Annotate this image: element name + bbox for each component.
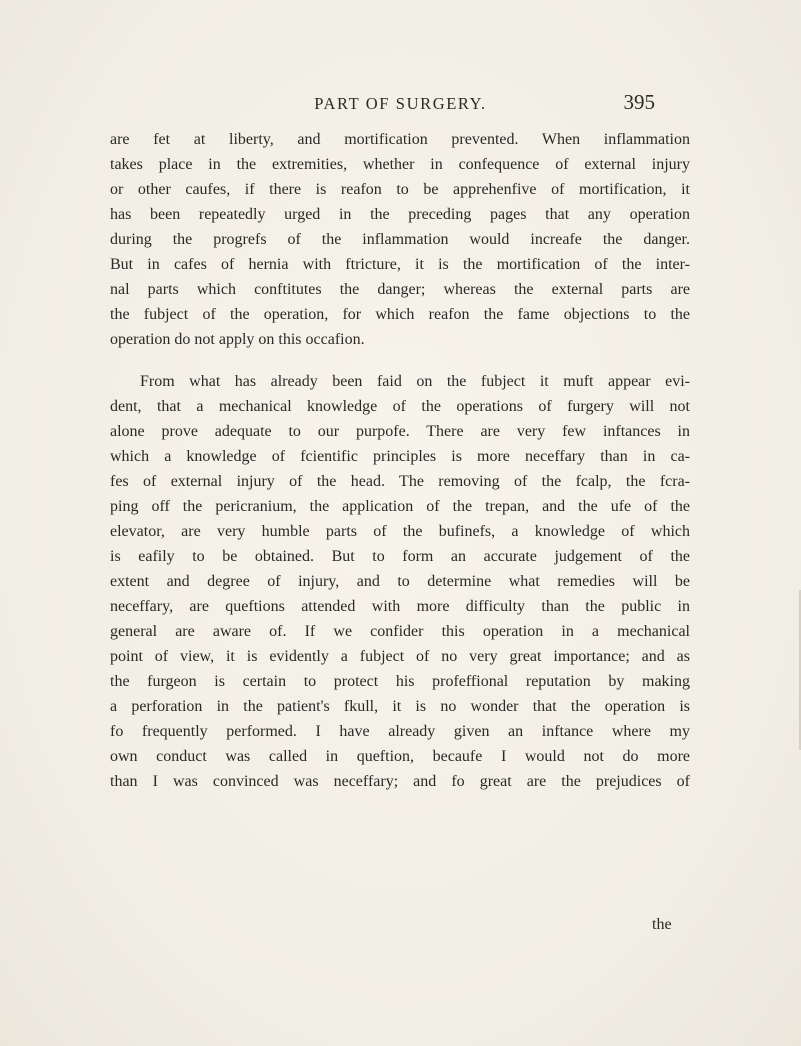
text-line: are fet at liberty, and mortification prevented. When inflammation	[110, 131, 690, 148]
text-line: elevator, are very humble parts of the bufinefs, a knowledge of which	[110, 523, 690, 540]
text-line: operation do not apply on this occafion.	[110, 331, 365, 348]
text-line: general are aware of. If we confider this operation in a mechanical	[110, 623, 690, 640]
page-header	[0, 92, 801, 122]
text-line: the fubject of the operation, for which reafon the fame objections to the	[110, 306, 690, 323]
paragraph-2	[110, 369, 690, 794]
text-line: has been repeatedly urged in the preceding pages that any operation	[110, 206, 690, 223]
text-line: ping off the pericranium, the application of the trepan, and the ufe of the	[110, 498, 690, 515]
text-line: the furgeon is certain to protect his profeffional reputation by making	[110, 673, 690, 690]
text-line: point of view, it is evidently a fubject of no very great importance; and as	[110, 648, 690, 665]
text-line: alone prove adequate to our purpofe. There are very few inftances in	[110, 423, 690, 440]
text-line: extent and degree of injury, and to determine what remedies will be	[110, 573, 690, 590]
text-line: during the progrefs of the inflammation would increafe the danger.	[110, 231, 690, 248]
running-head: PART OF SURGERY.	[314, 94, 487, 113]
text-line: is eafily to be obtained. But to form an accurate judgement of the	[110, 548, 690, 565]
text-line: From what has already been faid on the fubject it muft appear evi-	[140, 373, 690, 390]
text-line: neceffary, are queftions attended with more difficulty than the public in	[110, 598, 690, 615]
page-number: 395	[623, 90, 655, 114]
text-line: takes place in the extremities, whether in confequence of external injury	[110, 156, 690, 173]
catchword: the	[652, 916, 672, 933]
text-line: than I was convinced was neceffary; and fo great are the prejudices of	[110, 773, 690, 790]
paragraph-1	[110, 127, 690, 352]
text-line: nal parts which conftitutes the danger; whereas the external parts are	[110, 281, 690, 298]
text-line: fo frequently performed. I have already given an inftance where my	[110, 723, 690, 740]
paragraph-break	[110, 352, 690, 369]
text-line: own conduct was called in queftion, becaufe I would not do more	[110, 748, 690, 765]
text-line: But in cafes of hernia with ftricture, it is the mortification of the inter-	[110, 256, 690, 273]
text-line: a perforation in the patient's fkull, it is no wonder that the operation is	[110, 698, 690, 715]
text-line: or other caufes, if there is reafon to be apprehenfive of mortification, it	[110, 181, 690, 198]
text-line: dent, that a mechanical knowledge of the operations of furgery will not	[110, 398, 690, 415]
text-line: which a knowledge of fcientific principles is more neceffary than in ca-	[110, 448, 690, 465]
text-line: fes of external injury of the head. The removing of the fcalp, the fcra-	[110, 473, 690, 490]
body-text	[110, 127, 690, 794]
